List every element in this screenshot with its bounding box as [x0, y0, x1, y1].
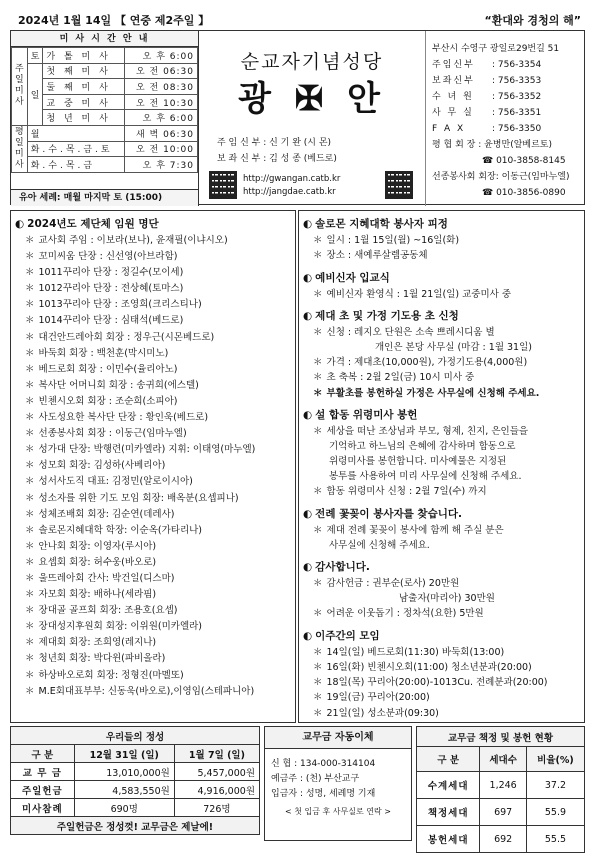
- officer-text: 장대성지후원회 회장: 이위원(미카엘라): [38, 621, 203, 633]
- section-bullet-icon: ◐: [303, 507, 313, 520]
- mass-time: 오 전 08:30: [125, 79, 198, 95]
- officer-list: [15, 233, 291, 700]
- asterisk-icon: ＊: [25, 653, 35, 665]
- officer-item: [15, 265, 291, 281]
- section-bullet-icon: ◐: [303, 560, 313, 573]
- asterisk-icon: ＊: [313, 677, 323, 689]
- officer-text: 빈첸시오회 회장 : 조순희(소피아): [38, 395, 178, 407]
- section-title: 제대 초 및 가정 기도용 초 신청: [315, 309, 459, 322]
- asterisk-icon: ＊: [313, 692, 323, 704]
- officer-text: 바둑회 회장 : 백천훈(막시미노): [38, 347, 169, 359]
- column-header: 1월 7일 (일): [174, 745, 259, 763]
- mass-time: 오 전 06:30: [125, 63, 198, 79]
- church-name: 순교자기념성당: [240, 51, 384, 73]
- list-item-continued: 남출자(마리아) 30만원: [399, 593, 495, 605]
- list-item: ＊ 제대 전례 꽃꽂이 봉사에 함께 해 주실 분은: [313, 524, 504, 536]
- officer-item: [15, 684, 291, 700]
- section-bullet-icon: ◐: [303, 218, 313, 230]
- column-header: 세대수: [480, 747, 527, 772]
- section-title: 감사합니다.: [315, 560, 370, 573]
- list-item: ＊ 세상을 떠난 조상님과 부모, 형제, 친지, 은인들을: [313, 426, 529, 438]
- officer-text: M.E회대표부부: 신동욱(바오로),이영임(스테파니아): [38, 685, 255, 697]
- mass-schedule: [11, 31, 199, 206]
- offering-table: [10, 726, 260, 835]
- mass-name: 교 중 미 사: [43, 94, 125, 110]
- mass-time: 새 벽 06:30: [125, 125, 198, 141]
- mass-time: 오 전 10:00: [125, 141, 198, 157]
- section-title: 예비신자 입교식: [315, 271, 390, 284]
- officer-item: [15, 442, 291, 458]
- council-president: 평 협 회 장 : 윤병만(알베르토): [432, 140, 552, 150]
- table-title: 교무금 책정 및 봉헌 현황: [417, 727, 585, 747]
- section-title: 솔로몬 지혜대학 봉사자 피정: [315, 218, 448, 230]
- parish-name: 광 ✠ 안: [238, 79, 386, 119]
- phone-row: 사 무 실 : 756-3351: [432, 108, 542, 118]
- asterisk-icon: ＊: [25, 299, 35, 311]
- column-header: 구 분: [11, 745, 75, 763]
- asterisk-icon: ＊: [25, 621, 35, 633]
- officer-item: [15, 346, 291, 362]
- officer-item: [15, 297, 291, 313]
- asterisk-icon: ＊: [25, 363, 35, 375]
- officer-text: 성가대 단장: 박행련(미카엘라) 지휘: 이태영(마누엘): [38, 444, 256, 456]
- officer-text: 울뜨레아회 간사: 박건일(디스마): [38, 572, 175, 584]
- asterisk-icon: ＊: [25, 395, 35, 407]
- list-item: ＊ 21일(일) 성소분과(09:30): [313, 707, 439, 719]
- mass-name: 가 톨 미 사: [43, 48, 125, 64]
- officer-item: [15, 539, 291, 555]
- asterisk-icon: ＊: [25, 379, 35, 391]
- officer-item: [15, 378, 291, 394]
- officer-text: 선종봉사회 회장 : 이동근(임마누엘): [38, 428, 187, 440]
- officer-item: [15, 571, 291, 587]
- officers-section: [10, 210, 296, 723]
- officer-item: [15, 619, 291, 635]
- list-item: ＊ 가격 : 제대초(10,000원), 가정기도용(4,000원): [313, 357, 528, 369]
- asterisk-icon: ＊: [313, 288, 323, 300]
- officer-item: [15, 587, 291, 603]
- mass-name: 둘 째 미 사: [43, 79, 125, 95]
- asterisk-icon: ＊: [25, 412, 35, 424]
- jangdae-link[interactable]: http://jangdae.catb.kr: [243, 187, 336, 197]
- asterisk-icon: ＊: [313, 426, 323, 438]
- officer-text: 베드로회 회장 : 이민수(율리아노): [38, 363, 178, 375]
- officer-item: [15, 458, 291, 474]
- phone-row: 수 녀 원 : 756-3352: [432, 92, 542, 102]
- officer-item: [15, 555, 291, 571]
- officer-item: [15, 523, 291, 539]
- officer-text: 꼬미씨움 단장 : 신선영(아브라함): [38, 251, 178, 263]
- mass-time: 오 후 6:00: [125, 110, 198, 126]
- pastor-line: 주 임 신 부 : 신 기 완 (시 몬): [217, 138, 332, 148]
- phone-row: 보좌신부 : 756-3353: [432, 76, 542, 86]
- asterisk-icon: ＊: [25, 492, 35, 504]
- notices-section: [298, 210, 585, 723]
- asterisk-icon: ＊: [25, 347, 35, 359]
- officer-text: 요셉회 회장: 허수웅(바오로): [38, 556, 157, 568]
- mass-table: [11, 47, 198, 173]
- officer-item: [15, 603, 291, 619]
- officer-item: [15, 668, 291, 684]
- sunday-mass-label: 주일미사: [12, 48, 28, 126]
- column-header: 구 분: [417, 747, 480, 772]
- table-row: 책정세대 697 55.9: [417, 799, 585, 826]
- mass-name: 첫 째 미 사: [43, 63, 125, 79]
- asterisk-icon: ＊: [25, 428, 35, 440]
- sunday-label: 일: [27, 63, 43, 125]
- contact-block: [425, 31, 584, 206]
- asterisk-icon: ＊: [25, 476, 35, 488]
- asterisk-icon: ＊: [25, 605, 35, 617]
- year-motto: “환대와 경청의 해”: [484, 14, 581, 27]
- asterisk-icon: ＊: [313, 661, 323, 673]
- asterisk-icon: ＊: [25, 251, 35, 263]
- asterisk-icon: ＊: [313, 326, 323, 338]
- phone-row: 주임신부 : 756-3354: [432, 60, 542, 70]
- officer-text: 대건안드레아회 회장 : 정우근(시몬베드로): [38, 331, 215, 343]
- table-row: 주일헌금 4,583,550원 4,916,000원: [11, 781, 260, 799]
- asterisk-icon: ＊: [25, 331, 35, 343]
- asterisk-icon: ＊: [313, 577, 323, 589]
- mass-name: 청 년 미 사: [43, 110, 125, 126]
- asterisk-icon: ＊: [313, 707, 323, 719]
- list-item: ＊ 합동 위령미사 신청 : 2월 7일(수) 까지: [313, 486, 487, 498]
- account-holder: 예금주 : (천) 부산교구: [271, 774, 360, 784]
- officer-item: [15, 233, 291, 249]
- officer-item: [15, 474, 291, 490]
- asterisk-icon: ＊: [25, 267, 35, 279]
- officer-item: [15, 410, 291, 426]
- list-item: ＊ 16일(화) 빈첸시오회(11:00) 청소년분과(20:00): [313, 661, 532, 673]
- asterisk-icon: ＊: [25, 524, 35, 536]
- section-title: 설 합동 위령미사 봉헌: [315, 409, 418, 422]
- asterisk-icon: ＊: [25, 589, 35, 601]
- header-box: [10, 30, 585, 205]
- officer-text: 복사단 어머니회 회장 : 송귀희(에스텔): [38, 379, 199, 391]
- asterisk-icon: ＊: [25, 685, 35, 697]
- church-title-block: [199, 31, 425, 206]
- officer-item: [15, 281, 291, 297]
- asterisk-icon: ＊: [25, 235, 35, 246]
- asterisk-icon: ＊: [313, 524, 323, 536]
- officer-item: [15, 507, 291, 523]
- asterisk-icon: ＊: [313, 250, 323, 262]
- table-row: 미사참례 690명 726명: [11, 799, 260, 817]
- asterisk-icon: ＊: [25, 669, 35, 681]
- officer-text: 안나회 회장: 이영자(루시아): [38, 540, 157, 552]
- list-item-continued: 사무실에 신청해 주세요.: [329, 539, 430, 551]
- asterisk-icon: ＊: [313, 608, 323, 620]
- officer-item: [15, 491, 291, 507]
- section-title: 전례 꽃꽂이 봉사자를 찾습니다.: [315, 507, 462, 520]
- officer-text: 하상바오로회 회장: 정형진(마멜또): [38, 669, 184, 681]
- officer-text: 성모회 회장: 김성하(사베리아): [38, 460, 166, 472]
- saturday-label: 토: [27, 48, 43, 64]
- qr-code-icon: [209, 171, 237, 199]
- dues-status: [416, 726, 585, 853]
- officer-text: 1011꾸리아 단장 : 정길수(모이세): [38, 267, 184, 279]
- officer-item: [15, 394, 291, 410]
- table-row: 봉헌세대 692 55.5: [417, 826, 585, 853]
- qr-code-icon: [385, 171, 413, 199]
- officer-text: 사도성요한 복사단 단장 : 황인욱(베드로): [38, 412, 209, 424]
- list-item: ＊ 감사헌금 : 권부순(로사) 20만원: [313, 577, 460, 589]
- asterisk-icon: ＊: [25, 572, 35, 584]
- officer-text: 성체조배회 회장: 김순연(데레사): [38, 508, 175, 520]
- officer-item: [15, 313, 291, 329]
- mass-time: 오 후 6:00: [125, 48, 198, 64]
- list-item: ＊ 14일(일) 베드로회(11:30) 바둑회(13:00): [313, 646, 505, 658]
- asterisk-icon: ＊: [313, 235, 323, 246]
- mass-time: 오 전 10:30: [125, 94, 198, 110]
- list-item: ＊ 일시 : 1월 15일(월) ~16일(화): [313, 235, 460, 246]
- officer-text: 1014꾸리아 단장 : 심태석(베드로): [38, 315, 184, 327]
- homepage-link[interactable]: http://gwangan.catb.kr: [243, 174, 341, 184]
- contact-note: < 첫 입금 후 사무실로 연락 >: [285, 807, 391, 816]
- asterisk-icon: ＊: [313, 387, 323, 399]
- officer-item: [15, 362, 291, 378]
- section-bullet-icon: ◐: [303, 629, 313, 642]
- list-item-continued: 개인은 본당 사무실 (마감 : 1월 31일): [375, 342, 532, 354]
- officer-item: [15, 330, 291, 346]
- asterisk-icon: ＊: [25, 508, 35, 520]
- officer-item: [15, 635, 291, 651]
- officer-item: [15, 249, 291, 265]
- address: 부산시 수영구 광일로29번길 51: [432, 44, 560, 54]
- asterisk-icon: ＊: [25, 283, 35, 295]
- offering-note: 주일헌금은 정성껏! 교무금은 제날에!: [11, 817, 260, 835]
- service-president: 선종봉사회 회장: 이동근(임마누엘): [432, 172, 570, 182]
- asterisk-icon: ＊: [25, 637, 35, 649]
- officer-text: 솔로몬지혜대학 학장: 이순옥(가타리나): [38, 524, 203, 536]
- officer-text: 1012꾸리아 단장 : 전상혜(토마스): [38, 283, 184, 295]
- table-title: 우리들의 정성: [11, 727, 260, 745]
- infant-baptism-note: 유아 세례: 매월 마지막 토 (15:00): [11, 189, 198, 206]
- url-list: [243, 173, 340, 199]
- list-item: ＊ 어려운 이웃돕기 : 정차석(요한) 5만원: [313, 608, 484, 620]
- bottom-section: [10, 726, 585, 846]
- list-item-continued: 위령미사를 봉헌합니다. 미사예물은 지정된: [329, 456, 507, 468]
- asterisk-icon: ＊: [313, 646, 323, 658]
- council-president-phone: ☎ 010-3858-8145: [482, 156, 566, 166]
- section-bullet-icon: ◐: [303, 309, 313, 322]
- mass-name: 화.수.목.금: [27, 157, 125, 173]
- depositor-note: 입금자 : 성명, 세례명 기재: [271, 789, 376, 799]
- officer-text: 1013꾸리아 단장 : 조영희(크리스티나): [38, 299, 202, 311]
- mass-time: 오 후 7:30: [125, 157, 198, 173]
- priests-list: [217, 135, 337, 167]
- asterisk-icon: ＊: [25, 540, 35, 552]
- list-item: ＊ 부활초를 봉헌하실 가정은 사무실에 신청해 주세요.: [313, 387, 540, 399]
- asterisk-icon: ＊: [313, 372, 323, 384]
- table-row: 교 무 금 13,010,000원 5,457,000원: [11, 763, 260, 781]
- assistant-line: 보 좌 신 부 : 김 성 종 (베드로): [217, 154, 337, 164]
- column-header: 비율(%): [526, 747, 584, 772]
- asterisk-icon: ＊: [313, 357, 323, 369]
- auto-transfer-box: [264, 726, 412, 841]
- list-item: ＊ 19일(금) 꾸리아(20:00): [313, 692, 430, 704]
- officer-text: 성서사도직 대표: 김정민(알로이시아): [38, 476, 193, 488]
- list-item: ＊ 18일(목) 꾸리아(20:00)-1013Cu. 전례분과(20:00): [313, 677, 548, 689]
- officer-text: 교사회 주임 : 이보라(보나), 윤재필(이냐시오): [38, 235, 228, 246]
- offering-stats: [10, 726, 260, 835]
- list-item-continued: 봉투를 사용하여 미리 사무실에 신청해 주세요.: [329, 471, 522, 483]
- service-president-phone: ☎ 010-3856-0890: [482, 188, 566, 198]
- column-header: 12월 31일 (일): [74, 745, 174, 763]
- list-item-continued: 기억하고 하느님의 은혜에 감사하며 합동으로: [329, 441, 516, 453]
- list-item: ＊ 초 축복 : 2월 2일(금) 10시 미사 중: [313, 372, 475, 384]
- asterisk-icon: ＊: [313, 486, 323, 498]
- officer-text: 제대회 회장: 조희영(레지나): [38, 637, 157, 649]
- fax-row: F A X : 756-3350: [432, 124, 542, 134]
- top-bar: [10, 8, 585, 30]
- section-bullet-icon: ◐: [303, 409, 313, 422]
- mass-name: 월: [27, 125, 125, 141]
- officer-text: 성소자를 위한 기도 모임 회장: 배옥분(요셉피나): [38, 492, 239, 504]
- officer-text: 청년회 회장: 박다윈(파비올라): [38, 653, 166, 665]
- section-bullet-icon: ◐: [15, 218, 25, 230]
- section-bullet-icon: ◐: [303, 271, 313, 284]
- officer-text: 자모회 회장: 배하나(세라핌): [38, 589, 157, 601]
- asterisk-icon: ＊: [25, 315, 35, 327]
- officer-text: 장대골 골프회 회장: 조용호(요셉): [38, 605, 178, 617]
- mass-name: 화.수.목.금.토: [27, 141, 125, 157]
- auto-transfer-title: 교무금 자동이체: [265, 727, 411, 749]
- list-item: ＊ 장소 : 새예루살렘공동체: [313, 250, 428, 262]
- officer-item: [15, 426, 291, 442]
- list-item: ＊ 예비신자 환영식 : 1월 21일(일) 교중미사 중: [313, 288, 512, 300]
- weekday-mass-label: 평일미사: [12, 125, 28, 172]
- list-item: ＊ 신청 : 레지오 단원은 소속 쁘레시디움 별: [313, 326, 495, 338]
- officer-item: [15, 651, 291, 667]
- asterisk-icon: ＊: [25, 460, 35, 472]
- bank-account: 신 협 : 134-000-314104: [271, 759, 376, 769]
- asterisk-icon: ＊: [25, 444, 35, 456]
- dues-table: [416, 726, 585, 853]
- section-title: 이주간의 모임: [315, 629, 380, 642]
- asterisk-icon: ＊: [25, 556, 35, 568]
- table-row: 수계세대 1,246 37.2: [417, 772, 585, 799]
- bulletin-date: 2024년 1월 14일 【 연중 제2주일 】: [18, 14, 210, 27]
- section-title: 2024년도 제단체 임원 명단: [27, 218, 159, 230]
- mass-schedule-title: 미 사 시 간 안 내: [11, 31, 198, 47]
